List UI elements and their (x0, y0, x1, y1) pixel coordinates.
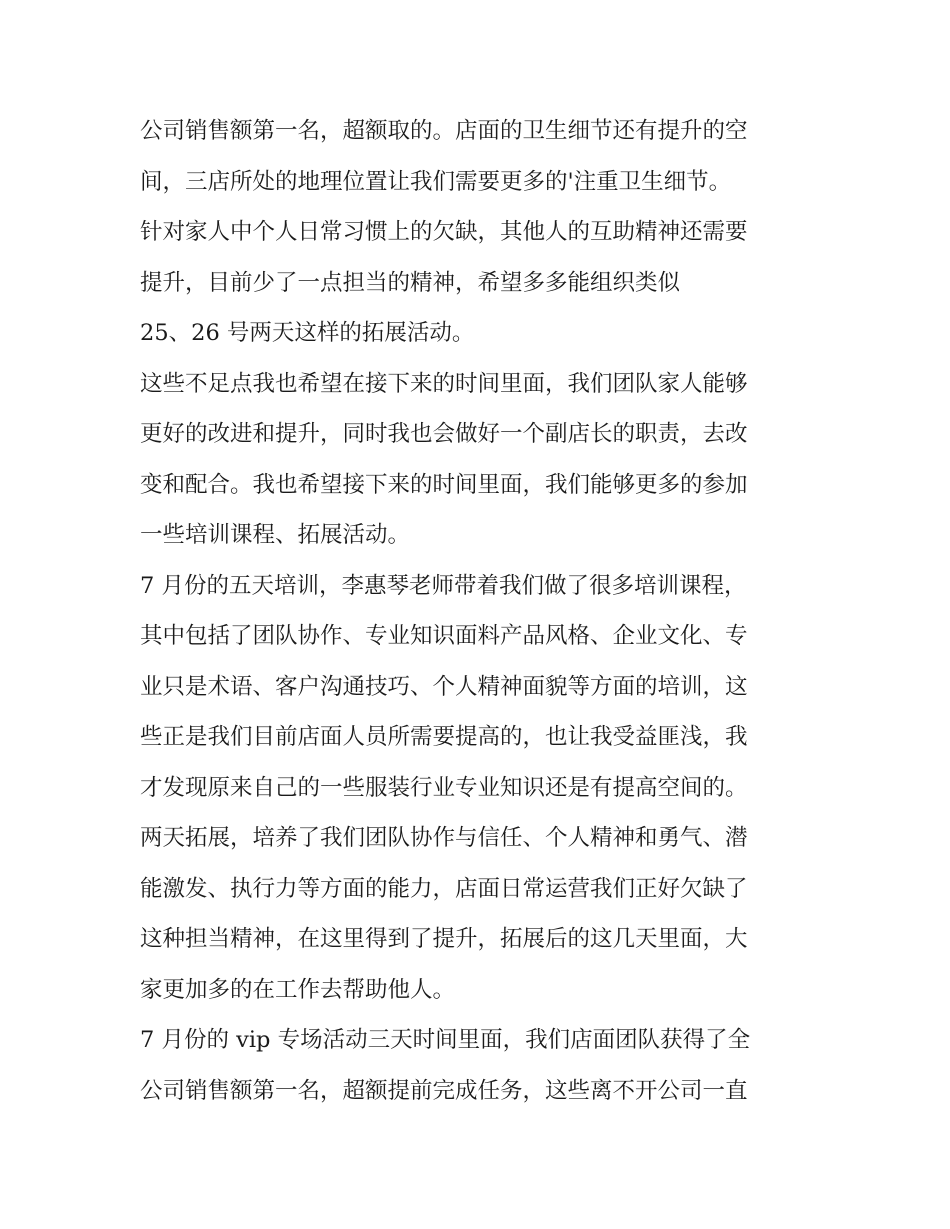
text-line-7: 更好的改进和提升，同时我也会做好一个副店长的职责，去改 (140, 421, 748, 447)
text-line-5: 25、26 号两天这样的拓展活动。 (140, 320, 475, 346)
text-line-12: 业只是术语、客户沟通技巧、个人精神面貌等方面的培训，这 (140, 673, 748, 700)
text-line-14: 才发现原来自己的一些服装行业专业知识还是有提高空间的。 (140, 774, 748, 801)
text-line-1: 公司销售额第一名，超额取的。店面的卫生细节还有提升的空 (140, 118, 748, 144)
text-line-8: 变和配合。我也希望接下来的时间里面，我们能够更多的参加 (140, 471, 748, 498)
text-line-19: 7 月份的 vip 专场活动三天时间里面，我们店面团队获得了全 (140, 1027, 751, 1053)
text-line-4: 提升，目前少了一点担当的精神，希望多多能组织类似 (140, 269, 681, 296)
text-line-6: 这些不足点我也希望在接下来的时间里面，我们团队家人能够 (140, 370, 748, 397)
text-line-3: 针对家人中个人日常习惯上的欠缺，其他人的互助精神还需要 (140, 219, 748, 245)
text-line-11: 其中包括了团队协作、专业知识面料产品风格、企业文化、专 (140, 623, 748, 649)
text-line-20: 公司销售额第一名，超额提前完成任务，这些离不开公司一直 (140, 1077, 748, 1104)
text-line-15: 两天拓展，培养了我们团队协作与信任、个人精神和勇气、潜 (140, 825, 748, 851)
text-line-18: 家更加多的在工作去帮助他人。 (140, 976, 456, 1003)
document-body (140, 106, 820, 1116)
text-line-10: 7 月份的五天培训，李惠琴老师带着我们做了很多培训课程， (140, 572, 747, 599)
text-line-2: 间，三店所处的地理位置让我们需要更多的'注重卫生细节。 (140, 168, 732, 195)
text-line-9: 一些培训课程、拓展活动。 (140, 522, 411, 548)
text-line-17: 这种担当精神，在这里得到了提升，拓展后的这几天里面，大 (140, 926, 748, 952)
text-line-16: 能激发、执行力等方面的能力，店面日常运营我们正好欠缺了 (140, 875, 748, 902)
text-line-13: 些正是我们目前店面人员所需要提高的，也让我受益匪浅，我 (140, 724, 748, 750)
